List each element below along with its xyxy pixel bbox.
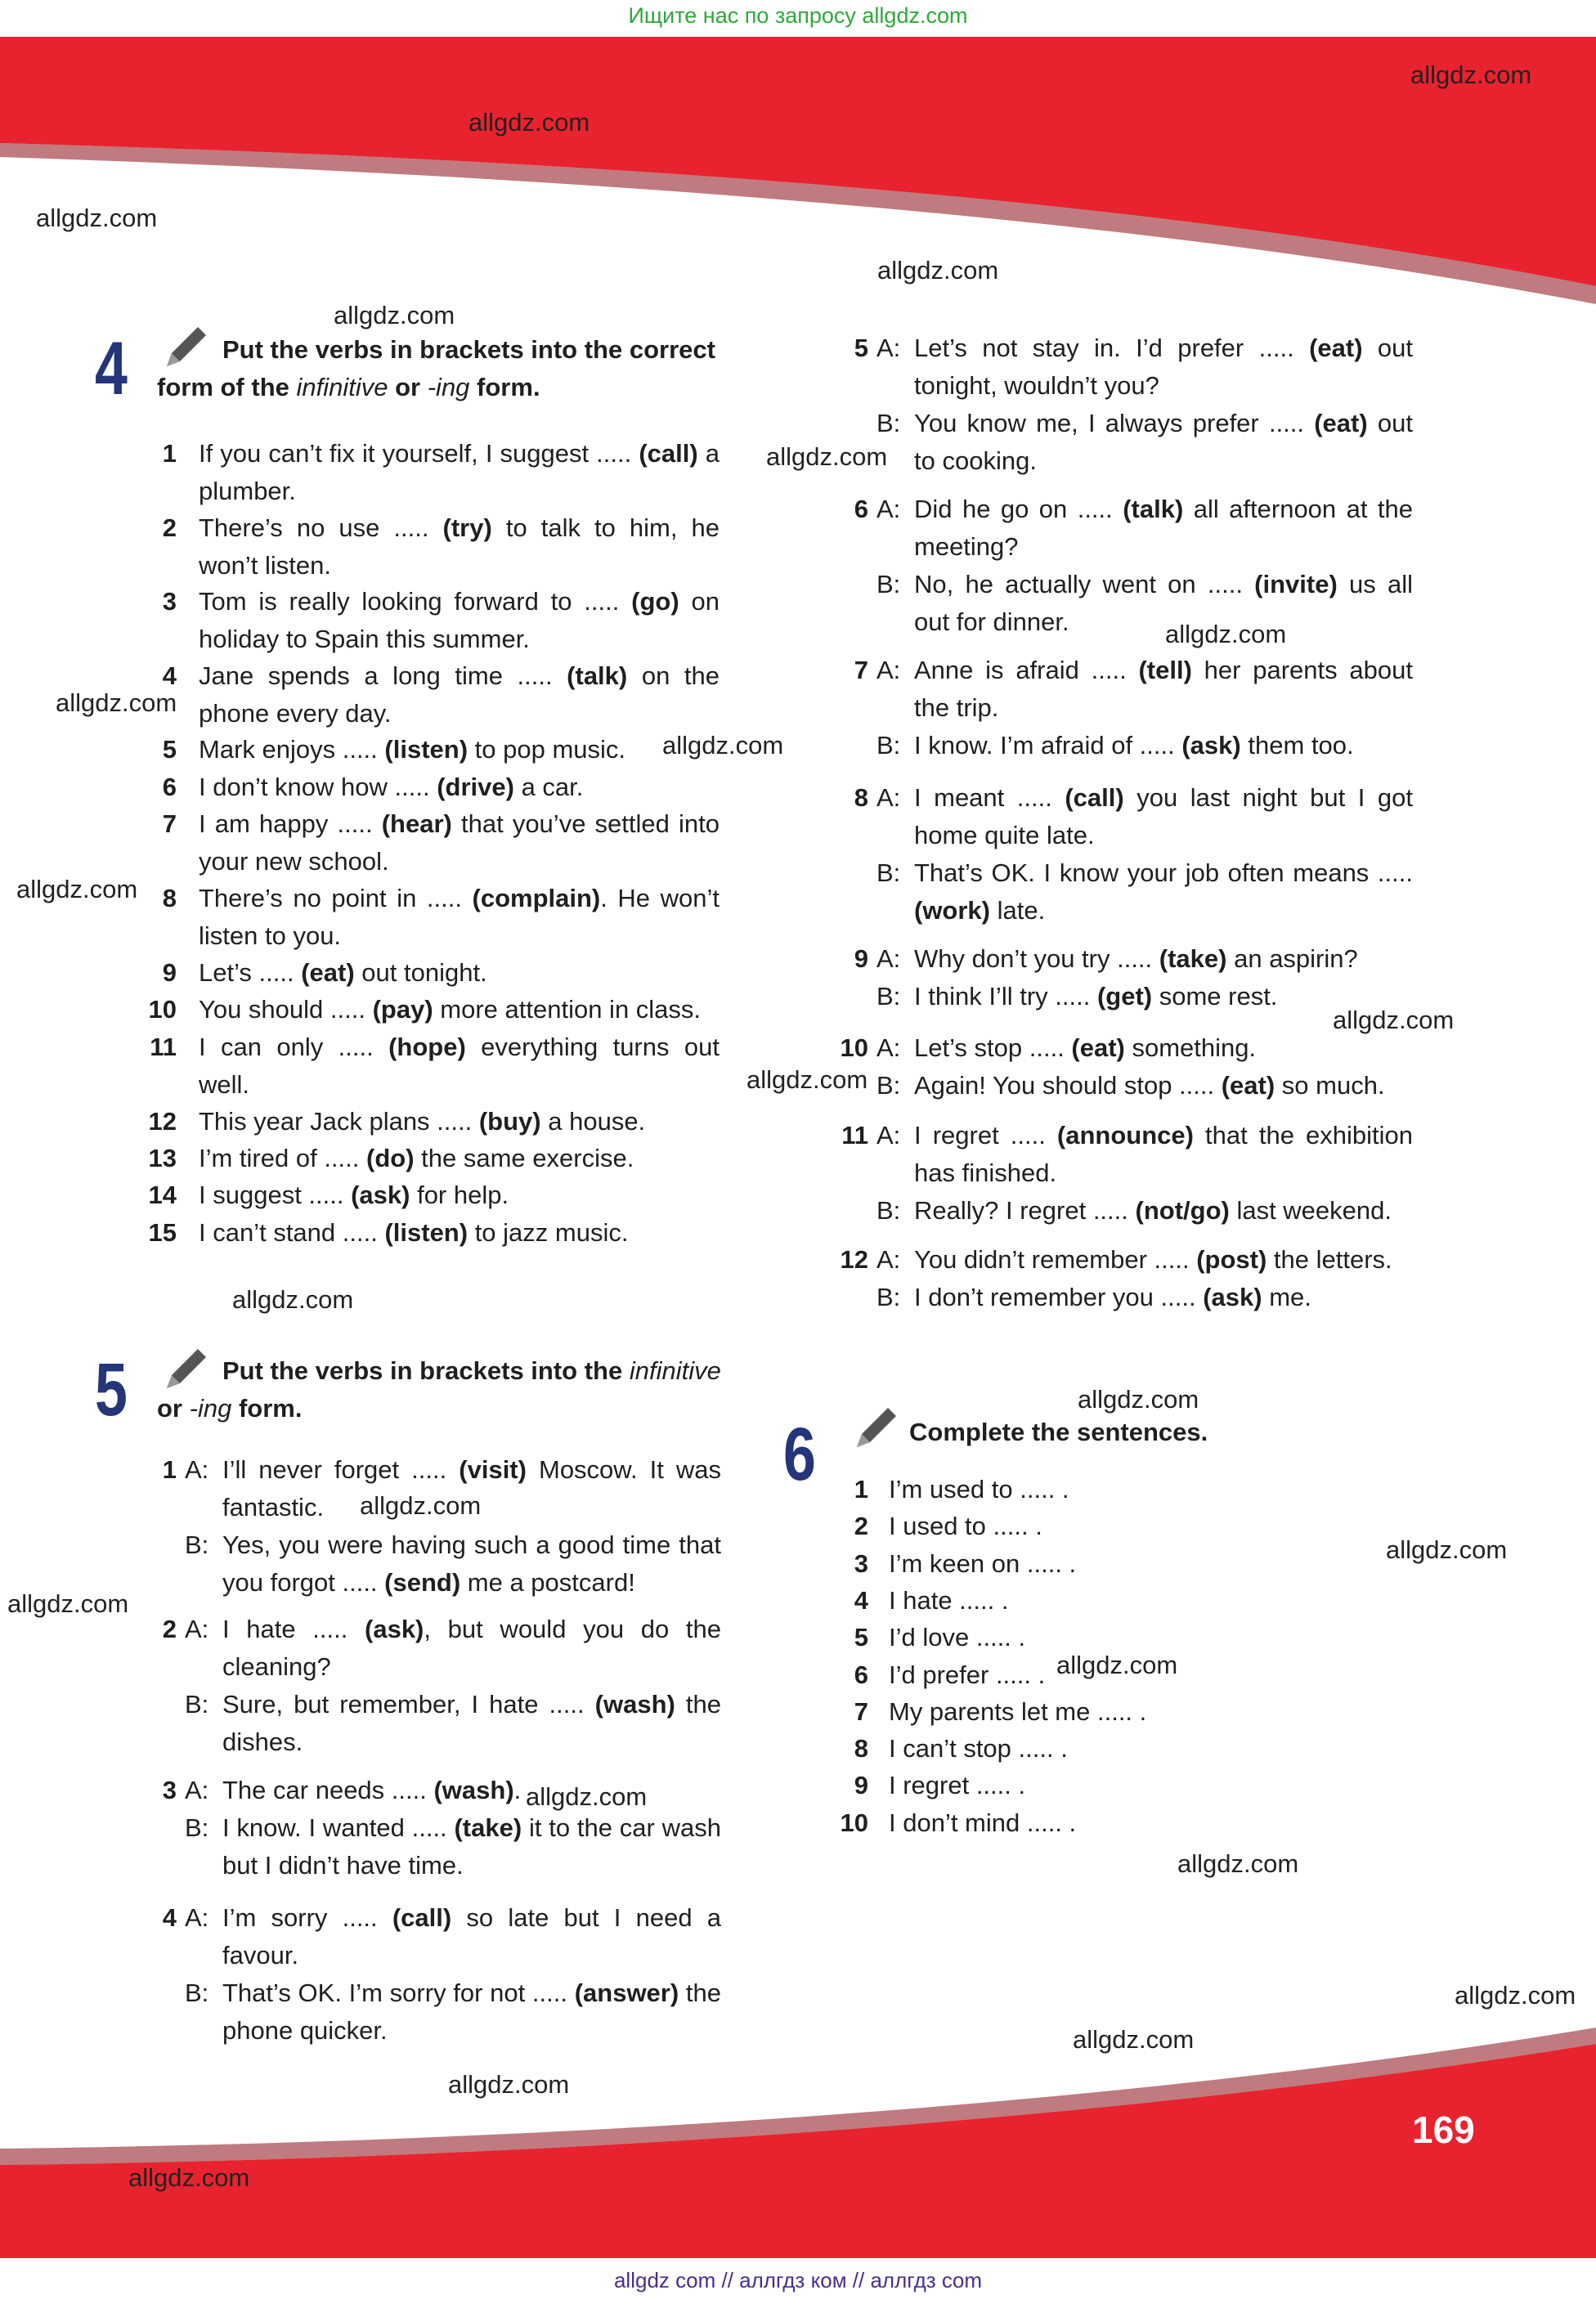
exercise-4-item	[144, 1176, 720, 1214]
item-number: 1	[162, 439, 177, 468]
dialogue-text: I don’t remember you ..... (ask) me.	[914, 1283, 1311, 1311]
speaker-a-line	[836, 1029, 1413, 1067]
speaker-b-line	[144, 1974, 721, 2050]
item-number: 7	[162, 809, 177, 838]
exercise-4-item	[144, 657, 720, 733]
speaker-label: B:	[876, 570, 901, 598]
speaker-a-line	[836, 491, 1413, 566]
item-text: I can’t stand ..... (listen) to jazz music.	[199, 1218, 629, 1247]
exercise-6-number: 6	[783, 1413, 816, 1496]
dialogue-text: Yes, you were having such a good time that you forgot ..... (send) me a postcard!	[222, 1530, 721, 1597]
footer-mirrors: allgdz com // аллгдз ком // аллгдз com	[613, 2268, 983, 2292]
speaker-b-line	[836, 978, 1413, 1015]
dialogue	[836, 652, 1413, 764]
item-text: This year Jack plans ..... (buy) a house.	[199, 1107, 646, 1136]
item-text: There’s no use ..... (try) to talk to him, he won’t listen.	[199, 513, 720, 580]
exercise-6-item	[836, 1730, 1326, 1768]
speaker-label: A:	[185, 1615, 209, 1643]
speaker-label: B:	[876, 1283, 901, 1311]
watermark: allgdz.com	[468, 108, 590, 137]
item-text: You should ..... (pay) more attention in class.	[199, 995, 702, 1024]
exercise-6-item	[836, 1656, 1326, 1694]
item-number: 2	[162, 1615, 177, 1643]
speaker-b-line	[836, 854, 1413, 930]
dialogue-text: Sure, but remember, I hate ..... (wash) the dishes.	[222, 1690, 721, 1756]
speaker-label: A:	[185, 1455, 209, 1484]
item-number: 1	[162, 1455, 177, 1484]
speaker-label: A:	[876, 495, 901, 523]
watermark: allgdz.com	[334, 301, 455, 329]
speaker-b-line	[144, 1686, 721, 1761]
watermark: allgdz.com	[128, 2163, 250, 2192]
item-number: 13	[148, 1144, 177, 1172]
speaker-label: B:	[185, 1813, 209, 1842]
item-number: 7	[854, 1696, 868, 1726]
watermark: allgdz.com	[1177, 1849, 1299, 1878]
item-number: 15	[148, 1218, 177, 1247]
item-text: I’d prefer ..... .	[889, 1660, 1046, 1689]
speaker-b-line	[836, 1279, 1413, 1316]
speaker-label: A:	[876, 783, 901, 812]
speaker-a-line	[144, 1611, 721, 1686]
dialogue	[836, 329, 1413, 480]
item-text: I can’t stop ..... .	[889, 1734, 1068, 1763]
dialogue-text: You didn’t remember ..... (post) the letters.	[914, 1245, 1392, 1274]
item-text: I’m keen on ..... .	[889, 1548, 1077, 1578]
speaker-label: A:	[876, 656, 901, 684]
exercise-6-item	[836, 1619, 1326, 1656]
item-number: 11	[150, 1033, 177, 1061]
dialogue-text: I regret ..... (announce) that the exhibition has finished.	[914, 1121, 1413, 1187]
watermark: allgdz.com	[448, 2070, 570, 2099]
watermark: allgdz.com	[360, 1491, 482, 1520]
exercise-6-item	[836, 1508, 1326, 1545]
dialogue-text: Let’s stop ..... (eat) something.	[914, 1033, 1257, 1062]
item-number: 14	[148, 1181, 177, 1209]
speaker-label: A:	[876, 1121, 901, 1150]
watermark: allgdz.com	[232, 1285, 354, 1314]
speaker-b-line	[836, 1192, 1413, 1230]
speaker-label: B:	[185, 1530, 209, 1559]
speaker-a-line	[836, 940, 1413, 978]
dialogue-text: The car needs ..... (wash).	[222, 1776, 522, 1804]
item-number: 3	[162, 1776, 177, 1804]
exercise-6-item	[836, 1545, 1326, 1583]
exercise-5-number: 5	[95, 1348, 128, 1432]
speaker-a-line	[836, 779, 1413, 854]
dialogue-text: I’ll never forget ..... (visit) Moscow. It was fantastic.	[222, 1455, 722, 1521]
speaker-label: A:	[876, 1245, 901, 1274]
dialogue-text: Why don’t you try ..... (take) an aspirin?	[914, 944, 1358, 973]
item-number: 12	[148, 1107, 177, 1136]
exercise-4-item	[144, 435, 720, 510]
exercise-4-title: Put the verbs in brackets into the correct form of the infinitive or -ing form.	[157, 335, 715, 401]
watermark: allgdz.com	[36, 204, 158, 232]
speaker-label: B:	[185, 1979, 209, 2007]
item-number: 1	[854, 1475, 868, 1504]
item-number: 9	[854, 1771, 868, 1800]
watermark: allgdz.com	[56, 688, 177, 717]
exercise-5-title: Put the verbs in brackets into the infinitive or -ing form.	[157, 1356, 721, 1423]
watermark: allgdz.com	[1165, 620, 1287, 648]
exercise-4-item	[144, 805, 720, 881]
item-text: I’d love ..... .	[889, 1623, 1026, 1652]
exercise-4-item	[144, 1214, 720, 1252]
speaker-label: A:	[185, 1776, 209, 1804]
search-note: Ищите нас по запросу allgdz.com	[628, 3, 968, 28]
watermark: allgdz.com	[16, 875, 138, 903]
dialogue	[836, 940, 1413, 1015]
item-number: 6	[854, 495, 868, 523]
item-text: I am happy ..... (hear) that you’ve settled into your new school.	[199, 809, 720, 876]
speaker-label: A:	[185, 1903, 209, 1932]
item-number: 8	[162, 884, 177, 912]
watermark: allgdz.com	[746, 1065, 868, 1094]
dialogue-text: That’s OK. I know your job often means ..... (work) late.	[914, 858, 1413, 925]
item-text: I can only ..... (hope) everything turns out well.	[199, 1033, 720, 1099]
item-text: Tom is really looking forward to ..... (go) on holiday to Spain this summer.	[199, 587, 720, 653]
watermark: allgdz.com	[662, 731, 784, 760]
item-number: 2	[854, 1512, 868, 1541]
item-number: 9	[854, 944, 868, 973]
item-number: 4	[162, 1903, 177, 1932]
item-text: Jane spends a long time ..... (talk) on the phone every day.	[199, 661, 720, 728]
item-number: 5	[162, 735, 177, 764]
item-number: 9	[162, 958, 177, 987]
item-text: I’m used to ..... .	[889, 1475, 1069, 1504]
watermark: allgdz.com	[1455, 1981, 1576, 2010]
item-number: 3	[854, 1548, 868, 1578]
dialogue-text: Let’s not stay in. I’d prefer ..... (eat) out tonight, wouldn’t you?	[914, 334, 1413, 400]
watermark: allgdz.com	[1056, 1651, 1178, 1679]
dialogue-text: I meant ..... (call) you last night but I got home quite late.	[914, 783, 1413, 849]
pencil-icon	[850, 1401, 903, 1454]
item-text: Let’s ..... (eat) out tonight.	[199, 958, 487, 987]
dialogue-text: Did he go on ..... (talk) all afternoon at the meeting?	[914, 495, 1413, 561]
item-text: I used to ..... .	[889, 1512, 1042, 1541]
item-number: 6	[854, 1660, 868, 1689]
item-number: 4	[162, 661, 177, 690]
exercise-6-item	[836, 1582, 1326, 1620]
dialogue	[836, 1241, 1413, 1316]
item-number: 5	[854, 1623, 868, 1652]
speaker-label: B:	[876, 1071, 901, 1100]
item-number: 7	[854, 656, 868, 684]
exercise-4-item	[144, 954, 720, 992]
item-number: 11	[841, 1121, 868, 1150]
item-text: If you can’t fix it yourself, I suggest ..... (call) a plumber.	[199, 439, 720, 505]
exercise-4-item	[144, 769, 720, 806]
watermark: allgdz.com	[1333, 1006, 1455, 1034]
item-number: 4	[854, 1585, 868, 1615]
exercise-4-number: 4	[95, 327, 128, 410]
exercise-4-item	[144, 1140, 720, 1177]
dialogue	[836, 491, 1413, 641]
dialogue-text: I know. I’m afraid of ..... (ask) them too.	[914, 731, 1354, 760]
watermark: allgdz.com	[1078, 1385, 1199, 1414]
item-number: 10	[148, 995, 177, 1024]
watermark: allgdz.com	[526, 1782, 648, 1811]
item-text: I don’t know how ..... (drive) a car.	[199, 773, 584, 801]
page-number: 169	[1412, 2109, 1475, 2151]
speaker-a-line	[836, 329, 1413, 405]
exercise-4-item	[144, 880, 720, 955]
item-number: 5	[854, 334, 868, 362]
item-text: I’m tired of ..... (do) the same exercise.	[199, 1144, 634, 1172]
item-number: 3	[162, 587, 177, 616]
item-text: I hate ..... .	[889, 1585, 1009, 1615]
item-number: 10	[840, 1808, 868, 1837]
exercise-6-item	[836, 1767, 1326, 1804]
dialogue	[144, 1611, 721, 1761]
dialogue	[836, 779, 1413, 930]
dialogue-text: I think I’ll try ..... (get) some rest.	[914, 982, 1278, 1011]
watermark: allgdz.com	[1410, 60, 1532, 89]
item-text: There’s no point in ..... (complain). He won’t listen to you.	[199, 884, 720, 950]
speaker-b-line	[836, 1067, 1413, 1105]
speaker-label: B:	[876, 858, 901, 887]
speaker-a-line	[144, 1772, 721, 1809]
exercise-4-item	[144, 1103, 720, 1141]
speaker-a-line	[836, 652, 1413, 727]
speaker-label: A:	[876, 334, 901, 362]
dialogue-text: Really? I regret ..... (not/go) last weekend.	[914, 1196, 1392, 1225]
dialogue-text: You know me, I always prefer ..... (eat) out to cooking.	[914, 409, 1413, 475]
speaker-a-line	[836, 1241, 1413, 1279]
speaker-a-line	[836, 1117, 1413, 1192]
item-text: Mark enjoys ..... (listen) to pop music.	[199, 735, 626, 764]
speaker-label: A:	[876, 1033, 901, 1062]
exercise-4-item	[144, 991, 720, 1028]
item-number: 6	[162, 773, 177, 801]
dialogue	[836, 1117, 1413, 1230]
dialogue-text: No, he actually went on ..... (invite) us all out for dinner.	[914, 570, 1413, 636]
dialogue	[836, 1029, 1413, 1105]
dialogue	[144, 1451, 721, 1602]
speaker-b-line	[836, 566, 1413, 641]
speaker-b-line	[144, 1526, 721, 1602]
watermark: allgdz.com	[877, 256, 999, 285]
speaker-label: B:	[185, 1690, 209, 1719]
exercise-6-title: Complete the sentences.	[909, 1418, 1208, 1446]
exercise-6-item	[836, 1471, 1326, 1508]
exercise-4-item	[144, 731, 720, 769]
item-number: 8	[854, 783, 868, 812]
speaker-a-line	[144, 1899, 721, 1974]
speaker-b-line	[836, 727, 1413, 764]
speaker-b-line	[836, 405, 1413, 480]
dialogue-text: That’s OK. I’m sorry for not ..... (answer) the phone quicker.	[222, 1979, 721, 2045]
dialogue-text: Again! You should stop ..... (eat) so much.	[914, 1071, 1385, 1100]
item-number: 8	[854, 1734, 868, 1763]
item-text: I regret ..... .	[889, 1771, 1026, 1800]
speaker-label: A:	[876, 944, 901, 973]
item-text: My parents let me ..... .	[889, 1696, 1147, 1726]
item-number: 10	[840, 1033, 868, 1062]
speaker-a-line	[144, 1451, 721, 1526]
exercise-6-item	[836, 1804, 1326, 1842]
exercise-4-item	[144, 583, 720, 658]
exercise-4-item	[144, 509, 720, 585]
exercise-6-item	[836, 1693, 1326, 1731]
watermark: allgdz.com	[766, 442, 888, 471]
dialogue-text: I know. I wanted ..... (take) it to the car wash but I didn’t have time.	[222, 1813, 721, 1880]
exercise-4-item	[144, 1028, 720, 1104]
dialogue	[144, 1772, 721, 1884]
speaker-label: B:	[876, 731, 901, 760]
speaker-label: B:	[876, 1196, 901, 1225]
watermark: allgdz.com	[1386, 1535, 1508, 1564]
dialogue-text: I’m sorry ..... (call) so late but I need a favour.	[222, 1903, 721, 1970]
item-text: I suggest ..... (ask) for help.	[199, 1181, 509, 1209]
speaker-b-line	[144, 1809, 721, 1884]
dialogue	[144, 1899, 721, 2050]
item-number: 12	[840, 1245, 868, 1274]
dialogue-text: I hate ..... (ask), but would you do the cleaning?	[222, 1615, 721, 1681]
speaker-label: B:	[876, 409, 901, 437]
watermark: allgdz.com	[7, 1589, 129, 1618]
item-text: I don’t mind ..... .	[889, 1808, 1077, 1837]
watermark: allgdz.com	[1073, 2025, 1195, 2054]
item-number: 2	[162, 513, 177, 542]
dialogue-text: Anne is afraid ..... (tell) her parents about the trip.	[914, 656, 1413, 722]
speaker-label: B:	[876, 982, 901, 1011]
